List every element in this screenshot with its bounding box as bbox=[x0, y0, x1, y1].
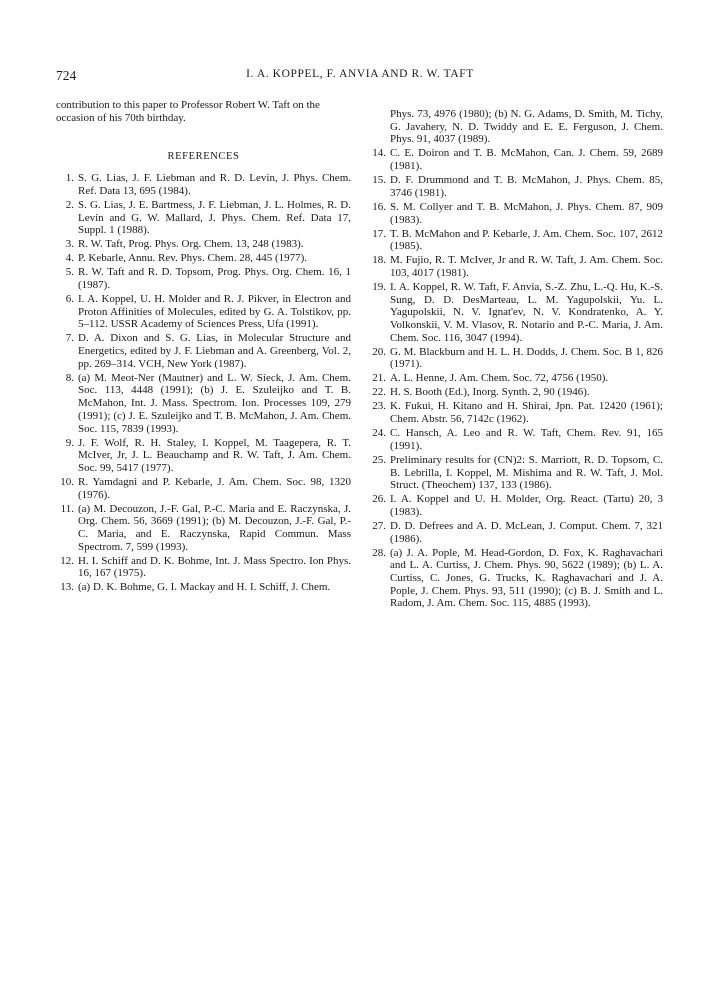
reference-item bbox=[56, 372, 351, 436]
reference-list-right bbox=[368, 108, 663, 610]
reference-text: R. W. Taft and R. D. Topsom, Prog. Phys. Org. Chem. 16, 1 (1987). bbox=[78, 266, 351, 291]
reference-number: 13. bbox=[60, 581, 74, 594]
reference-number: 6. bbox=[65, 292, 74, 305]
reference-text: T. B. McMahon and P. Kebarle, J. Am. Chem. Soc. 107, 2612 (1985). bbox=[390, 227, 663, 253]
reference-item bbox=[56, 238, 351, 251]
reference-item bbox=[368, 201, 663, 226]
reference-number: 16. bbox=[372, 200, 386, 213]
reference-text: M. Fujio, R. T. McIver, Jr and R. W. Taft, J. Am. Chem. Soc. 103, 4017 (1981). bbox=[390, 254, 663, 279]
reference-number: 24. bbox=[372, 427, 386, 440]
reference-number: 10. bbox=[60, 475, 74, 488]
reference-number: 27. bbox=[372, 519, 386, 532]
reference-text: D. F. Drummond and T. B. McMahon, J. Phys. Chem. 85, 3746 (1981). bbox=[390, 174, 663, 199]
reference-text: (a) J. A. Pople, M. Head-Gordon, D. Fox, K. Raghavachari and L. A. Curtiss, J. Chem. Phys. 90, 5622 (1989); (b) L. A. Curtiss, C. Jones, G. Trucks, K. Raghavachari and J. A. Pople, J. Chem. Phys. 93, 511 (1990); (c) B. J. Smith and L. Radom, J. Am. Chem. Soc. 115, 4885 (1993). bbox=[390, 546, 663, 610]
reference-text: (a) M. Decouzon, J.-F. Gal, P.-C. Maria and E. Raczynska, J. Org. Chem. 56, 3669 (1991); (b) M. Decouzon, J.-F. Gal, P.-C. Maria, and E. Raczynska, Rapid Commun. Mass Spectrom. 7, 599 (1993). bbox=[78, 502, 351, 553]
reference-item bbox=[368, 454, 663, 492]
reference-text: I. A. Koppel, R. W. Taft, F. Anvia, S.-Z. Zhu, L.-Q. Hu, K.-S. Sung, D. D. DesMarteau, L. M. Yagupolskii, Yu. L. Yagupolskii, N. V. Ignat'ev, N. V. Kondratenko, A. Y. Volkonskii, V. M. Vlasov, R. Notario and P.-C. Maria, J. Am. Chem. Soc. 116, 3047 (1994). bbox=[390, 280, 663, 344]
reference-item bbox=[368, 520, 663, 545]
reference-item bbox=[56, 172, 351, 197]
reference-item bbox=[56, 437, 351, 475]
reference-text: S. G. Lias, J. F. Liebman and R. D. Levin, J. Phys. Chem. Ref. Data 13, 695 (1984). bbox=[78, 172, 351, 197]
reference-number: 8. bbox=[65, 371, 74, 384]
reference-text: R. W. Taft, Prog. Phys. Org. Chem. 13, 248 (1983). bbox=[78, 238, 304, 251]
page-header bbox=[56, 68, 664, 88]
reference-text: G. M. Blackburn and H. L. H. Dodds, J. Chem. Soc. B 1, 826 (1971). bbox=[390, 345, 663, 371]
reference-text: J. F. Wolf, R. H. Staley, I. Koppel, M. Taagepera, R. T. McIver, Jr, J. L. Beauchamp and R. W. Taft, J. Am. Chem. Soc. 99, 5417 (1977). bbox=[78, 436, 351, 474]
reference-text: (a) M. Meot-Ner (Mautner) and L. W. Sieck, J. Am. Chem. Soc. 113, 4448 (1991); (b) J. E. Szuleijko and T. B. McMahon, Int. J. Mass. Spectrom. Ion. Processes 109, 279 (1991); (c) J. E. Szuleijko and T. B. McMahon, J. Am. Chem. Soc. 115, 7839 (1993). bbox=[78, 371, 351, 435]
reference-item bbox=[56, 476, 351, 501]
reference-number: 18. bbox=[372, 254, 386, 267]
reference-item bbox=[56, 332, 351, 370]
acknowledgement-text: contribution to this paper to Professor Robert W. Taft on the occasion of his 70th birthday. bbox=[56, 99, 320, 124]
reference-number: 9. bbox=[65, 436, 74, 449]
reference-item bbox=[368, 147, 663, 172]
reference-item bbox=[56, 199, 351, 237]
reference-number: 21. bbox=[372, 372, 386, 385]
reference-item bbox=[56, 581, 351, 594]
reference-text: S. M. Collyer and T. B. McMahon, J. Phys. Chem. 87, 909 (1983). bbox=[390, 200, 663, 226]
reference-number: 14. bbox=[372, 147, 386, 160]
reference-number: 25. bbox=[372, 453, 386, 466]
reference-text: A. L. Henne, J. Am. Chem. Soc. 72, 4756 (1950). bbox=[390, 372, 609, 385]
reference-text: P. Kebarle, Annu. Rev. Phys. Chem. 28, 445 (1977). bbox=[78, 252, 308, 265]
reference-text: Phys. 73, 4976 (1980); (b) N. G. Adams, D. Smith, M. Tichy, G. Javahery, N. D. Twiddy and E. E. Ferguson, J. Chem. Phys. 91, 4037 (1989). bbox=[390, 108, 663, 146]
reference-number: 22. bbox=[372, 386, 386, 399]
reference-number: 15. bbox=[372, 174, 386, 187]
reference-text: S. G. Lias, J. E. Bartmess, J. F. Liebman, J. L. Holmes, R. D. Levin and G. W. Mallard, J. Phys. Chem. Ref. Data 17, Suppl. 1 (1988). bbox=[78, 198, 351, 237]
reference-text: H. I. Schiff and D. K. Bohme, Int. J. Mass Spectro. Ion Phys. 16, 167 (1975). bbox=[78, 554, 351, 580]
reference-number: 7. bbox=[65, 332, 74, 345]
reference-text: I. A. Koppel, U. H. Molder and R. J. Pikver, in Electron and Proton Affinities of Molecules, edited by G. A. Tolstikov, pp. 5–112. USSR Academy of Sciences Press, Ufa (1991). bbox=[78, 292, 351, 331]
reference-item bbox=[368, 254, 663, 279]
reference-number: 1. bbox=[65, 172, 74, 185]
reference-number: 17. bbox=[372, 227, 386, 240]
reference-text: R. Yamdagni and P. Kebarle, J. Am. Chem. Soc. 98, 1320 (1976). bbox=[78, 475, 351, 501]
reference-item bbox=[368, 547, 663, 611]
reference-item bbox=[368, 228, 663, 253]
reference-text: C. Hansch, A. Leo and R. W. Taft, Chem. Rev. 91, 165 (1991). bbox=[390, 427, 663, 452]
reference-number: 28. bbox=[372, 546, 386, 559]
page-number: 724 bbox=[56, 68, 77, 83]
running-head: I. A. KOPPEL, F. ANVIA AND R. W. TAFT bbox=[246, 68, 474, 80]
reference-item bbox=[56, 555, 351, 580]
reference-number: 11. bbox=[60, 502, 74, 515]
reference-item bbox=[56, 252, 351, 265]
reference-text: D. A. Dixon and S. G. Lias, in Molecular Structure and Energetics, edited by J. F. Liebman and A. Greenberg, Vol. 2, pp. 269–314. VCH, New York (1987). bbox=[78, 332, 351, 370]
reference-item bbox=[56, 503, 351, 554]
reference-number: 3. bbox=[65, 238, 74, 251]
reference-list-left bbox=[56, 172, 351, 594]
reference-number: 5. bbox=[65, 266, 74, 279]
reference-item bbox=[368, 493, 663, 518]
reference-text: H. S. Booth (Ed.), Inorg. Synth. 2, 90 (1946). bbox=[390, 386, 590, 399]
reference-text: Preliminary results for (CN)2: S. Marriott, R. D. Topsom, C. B. Lebrilla, I. Koppel, M. Mishima and R. W. Taft, J. Mol. Struct. (Theochem) 137, 133 (1986). bbox=[390, 453, 663, 492]
reference-number: 20. bbox=[372, 345, 386, 358]
reference-text: D. D. Defrees and A. D. McLean, J. Comput. Chem. 7, 321 (1986). bbox=[390, 519, 663, 545]
reference-text: K. Fukui, H. Kitano and H. Shirai, Jpn. Pat. 12420 (1961); Chem. Abstr. 56, 7142c (1962). bbox=[390, 400, 663, 426]
reference-number: 23. bbox=[372, 400, 386, 413]
reference-number: 26. bbox=[372, 493, 386, 506]
reference-number: 4. bbox=[65, 252, 74, 265]
reference-item bbox=[56, 266, 351, 291]
reference-item bbox=[56, 293, 351, 331]
reference-item bbox=[368, 400, 663, 425]
reference-item bbox=[368, 346, 663, 371]
reference-text: C. E. Doiron and T. B. McMahon, Can. J. Chem. 59, 2689 (1981). bbox=[390, 147, 663, 173]
reference-number: 19. bbox=[372, 280, 386, 293]
right-column bbox=[368, 108, 663, 611]
reference-number: 12. bbox=[60, 554, 74, 567]
references-heading: REFERENCES bbox=[167, 151, 240, 163]
reference-text: (a) D. K. Bohme, G. I. Mackay and H. I. Schiff, J. Chem. bbox=[78, 581, 331, 594]
reference-item bbox=[368, 174, 663, 199]
reference-number: 2. bbox=[65, 198, 74, 211]
reference-item bbox=[368, 427, 663, 452]
reference-item bbox=[368, 372, 663, 385]
left-column bbox=[56, 99, 351, 595]
reference-item bbox=[368, 386, 663, 399]
reference-text: I. A. Koppel and U. H. Molder, Org. React. (Tartu) 20, 3 (1983). bbox=[390, 493, 663, 518]
reference-item bbox=[368, 281, 663, 345]
reference-continuation bbox=[368, 108, 663, 146]
